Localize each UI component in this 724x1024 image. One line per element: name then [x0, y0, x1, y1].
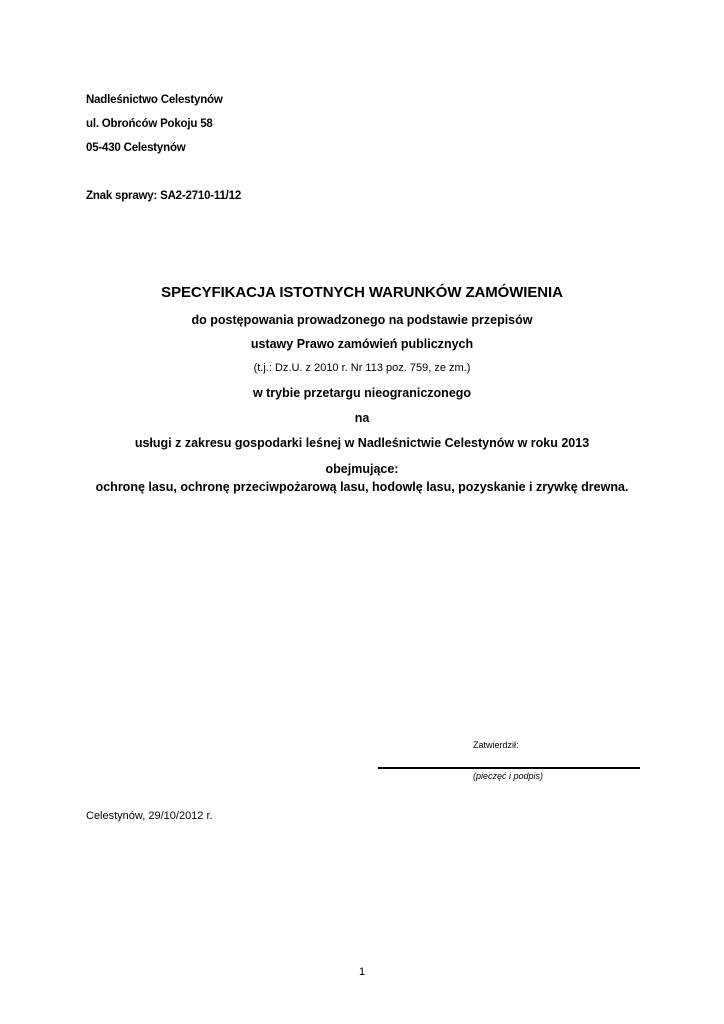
- approval-label: Zatwierdził:: [473, 740, 519, 750]
- org-street: ul. Obrońców Pokoju 58: [86, 118, 213, 130]
- case-reference: Znak sprawy: SA2-2710-11/12: [86, 190, 242, 202]
- signature-caption: (pieczęć i podpis): [473, 771, 544, 781]
- title-line-mode: w trybie przetargu nieograniczonego: [252, 386, 472, 400]
- page-number: 1: [358, 966, 366, 978]
- title-line-services: usługi z zakresu gospodarki leśnej w Nadleśnictwie Celestynów w roku 2013: [134, 436, 590, 450]
- org-name: Nadleśnictwo Celestynów: [86, 94, 223, 106]
- signature-line: [378, 767, 640, 769]
- place-date: Celestynów, 29/10/2012 r.: [86, 810, 213, 822]
- title-line-legal-ref: (t.j.: Dz.U. z 2010 r. Nr 113 poz. 759, ze zm.): [253, 362, 471, 374]
- title-line-procedure: do postępowania prowadzonego na podstawie przepisów: [191, 313, 533, 327]
- title-line-act: ustawy Prawo zamówień publicznych: [250, 337, 474, 351]
- title-line-including: obejmujące:: [325, 462, 399, 476]
- org-postal-city: 05-430 Celestynów: [86, 142, 186, 154]
- title-line-scope: ochronę lasu, ochronę przeciwpożarową lasu, hodowlę lasu, pozyskanie i zrywkę drewna.: [95, 480, 629, 494]
- title-line-na: na: [354, 411, 370, 425]
- document-title: SPECYFIKACJA ISTOTNYCH WARUNKÓW ZAMÓWIENIA: [161, 284, 563, 301]
